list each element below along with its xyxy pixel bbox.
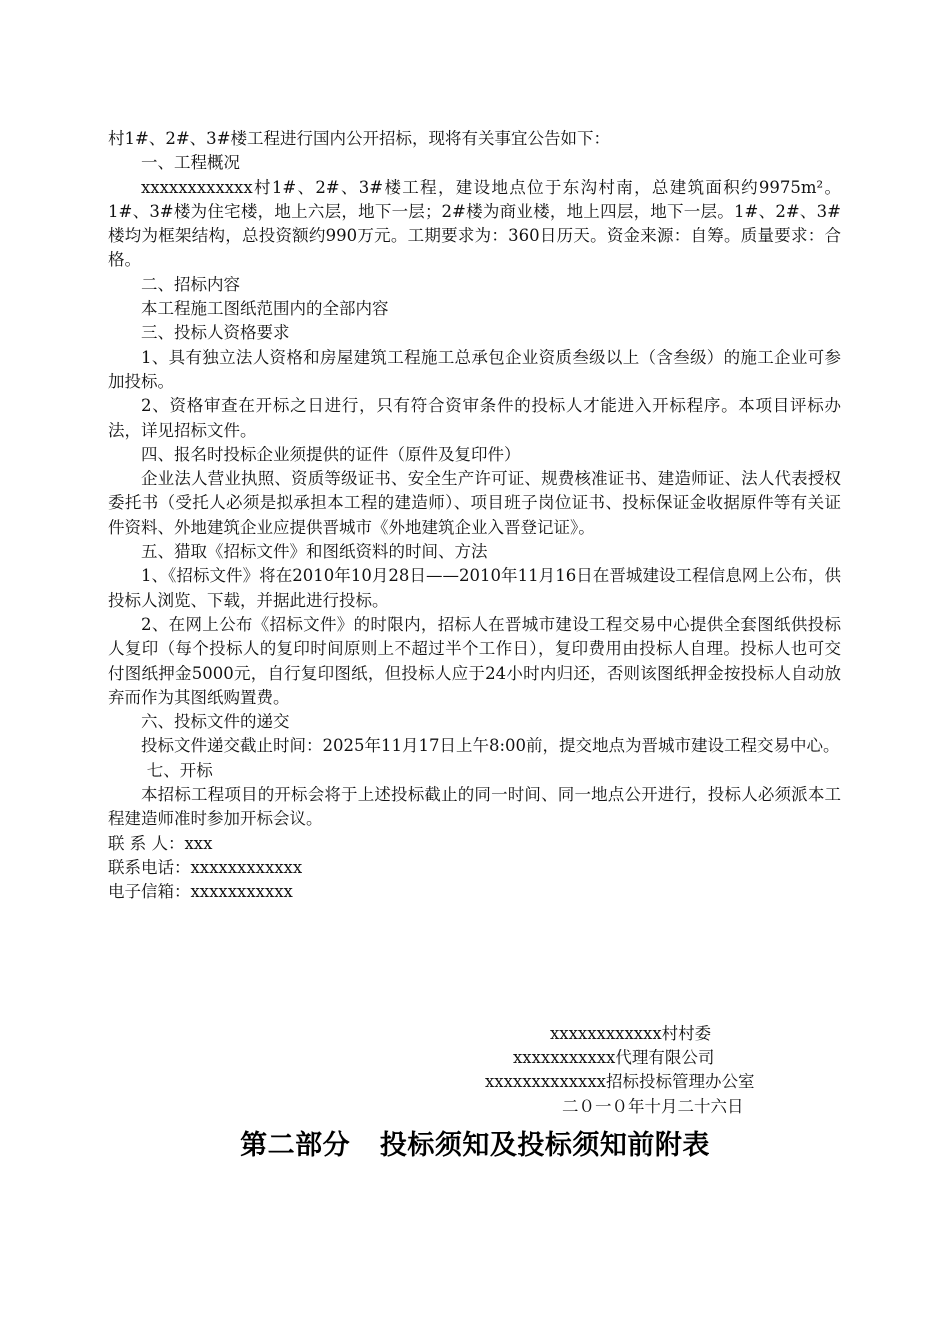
obtain-item-1: 1、《招标文件》将在2010年10月28日——2010年11月16日在晋城建设工程信息网上公布，供投标人浏览、下载，并据此进行投标。 (108, 566, 841, 610)
part-two-title: 第二部分 投标须知及投标须知前附表 (240, 1130, 710, 1161)
section-heading-documents: 四、报名时投标企业须提供的证件（原件及复印件） (141, 444, 521, 464)
overview-paragraph: xxxxxxxxxxxx村1#、2#、3#楼工程，建设地点位于东沟村南，总建筑面积约9975m²。1#、3#楼为住宅楼，地上六层，地下一层；2#楼为商业楼，地上四层，地下一层。1#、2#、3#楼均为框架结构，总投资额约990万元。工期要求为：360日历天。资金来源：自筹。质量要求：合格。 (108, 177, 841, 270)
section-heading-overview: 一、工程概况 (141, 153, 240, 173)
signature-village-committee: xxxxxxxxxxxx村村委 (550, 1024, 712, 1043)
documents-paragraph: 企业法人营业执照、资质等级证书、安全生产许可证、规费核准证书、建造师证、法人代表授权委托书（受托人必须是拟承担本工程的建造师）、项目班子岗位证书、投标保证金收据原件等有关证件资料、外地建筑企业应提供晋城市《外地建筑企业入晋登记证》。 (108, 469, 841, 537)
signature-date: 二０一０年十月二十六日 (562, 1097, 744, 1116)
signature-bidding-office: xxxxxxxxxxxxx招标投标管理办公室 (485, 1072, 755, 1091)
obtain-item-2: 2、在网上公布《招标文件》的时限内，招标人在晋城市建设工程交易中心提供全套图纸供投标人复印（每个投标人的复印时间原则上不超过半个工作日），复印费用由投标人自理。投标人也可交付图纸押金5000元，自行复印图纸，但投标人应于24小时内归还，否则该图纸押金按投标人自动放弃而作为其图纸购置费。 (108, 614, 841, 707)
signature-agency: xxxxxxxxxxx代理有限公司 (513, 1048, 715, 1067)
contact-email: 电子信箱：xxxxxxxxxxx (108, 882, 293, 902)
section-heading-obtain: 五、猎取《招标文件》和图纸资料的时间、方法 (141, 542, 488, 562)
qualification-item-1: 1、具有独立法人资格和房屋建筑工程施工总承包企业资质叁级以上（含叁级）的施工企业可参加投标。 (108, 347, 841, 391)
scope-paragraph: 本工程施工图纸范围内的全部内容 (141, 299, 389, 319)
section-heading-scope: 二、招标内容 (141, 274, 240, 294)
contact-person: 联 系 人：xxx (108, 833, 213, 853)
contact-phone: 联系电话：xxxxxxxxxxxx (108, 857, 303, 877)
contact-block (108, 832, 841, 905)
qualification-item-2: 2、资格审查在开标之日进行，只有符合资审条件的投标人才能进入开标程序。本项目评标办法，详见招标文件。 (108, 396, 841, 440)
section-heading-opening: 七、开标 (146, 760, 213, 780)
intro-paragraph: 村1#、2#、3#楼工程进行国内公开招标，现将有关事宜公告如下： (108, 129, 610, 148)
announcement-body (108, 127, 841, 905)
submission-paragraph: 投标文件递交截止时间：2025年11月17日上午8:00前，提交地点为晋城市建设工程交易中心。 (141, 736, 840, 756)
section-heading-qualification: 三、投标人资格要求 (141, 323, 290, 343)
opening-paragraph: 本招标工程项目的开标会将于上述投标截止的同一时间、同一地点公开进行，投标人必须派本工程建造师准时参加开标会议。 (108, 785, 841, 829)
section-heading-submission: 六、投标文件的递交 (141, 712, 290, 732)
